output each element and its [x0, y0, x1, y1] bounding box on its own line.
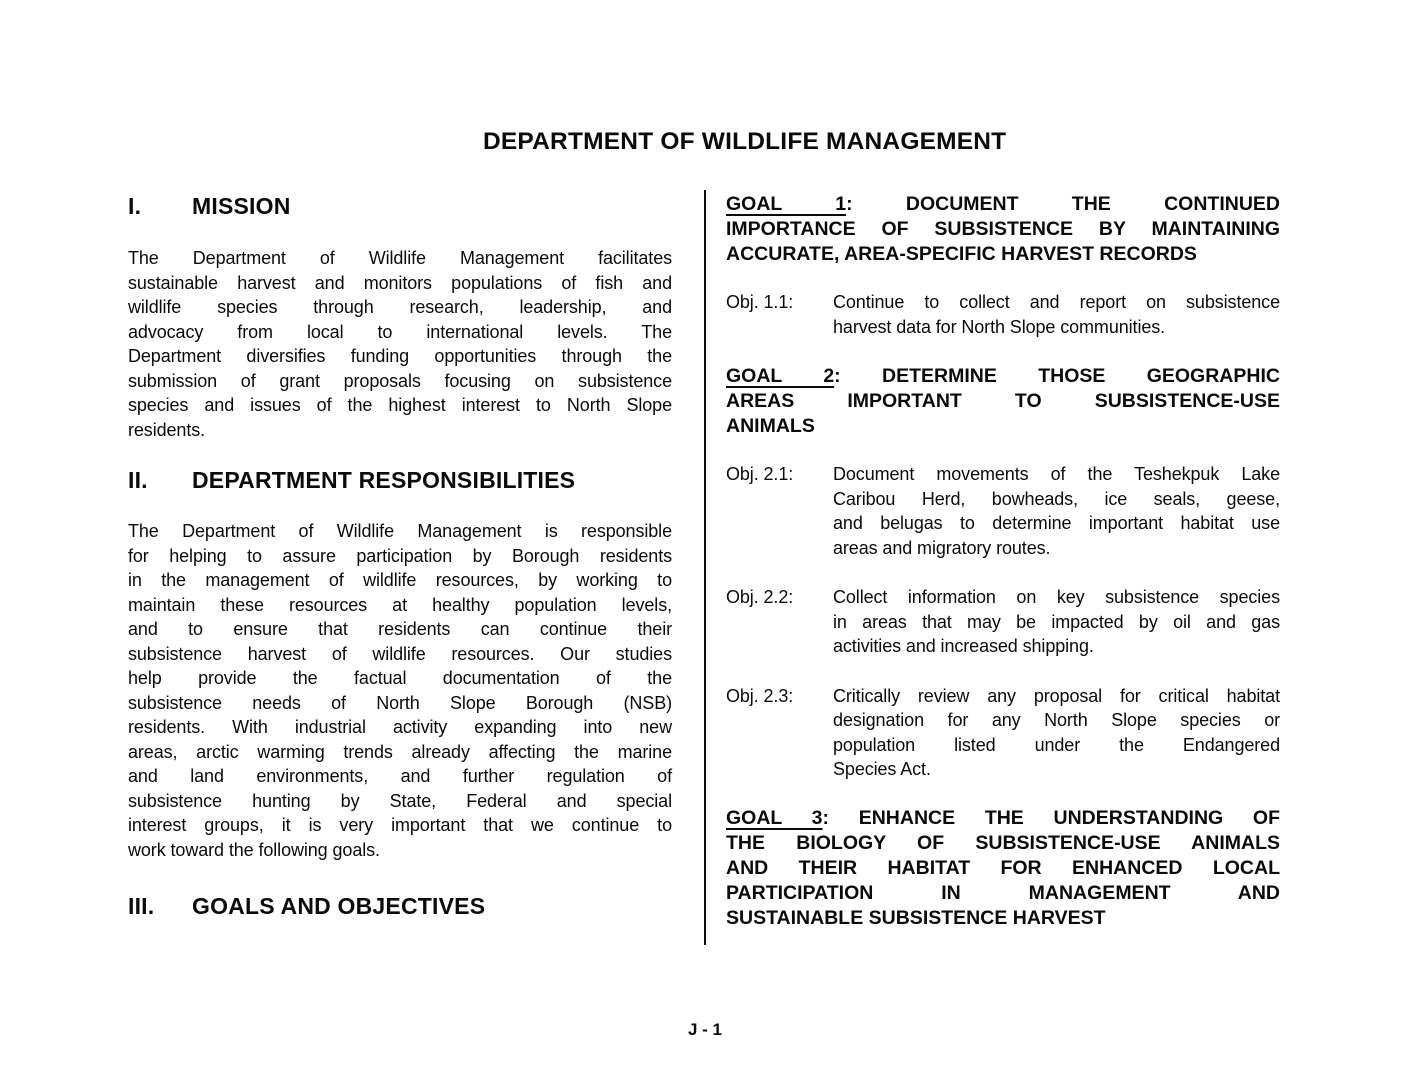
text-line: population listed under the Endangered — [833, 734, 1280, 755]
objective-2-2 — [726, 585, 1280, 659]
text-line: subsistence needs of North Slope Borough (NSB) — [128, 692, 672, 713]
objective-text — [833, 684, 1280, 782]
text-line: and land environments, and further regulation of — [128, 766, 672, 786]
text-line: subsistence harvest of wildlife resources. Our studies — [128, 643, 672, 664]
goal-heading-line: GOAL 1: DOCUMENT THE CONTINUED — [726, 193, 1280, 215]
goal-heading-line: IMPORTANCE OF SUBSISTENCE BY MAINTAINING — [726, 218, 1280, 240]
goal-heading-line: AREAS IMPORTANT TO SUBSISTENCE-USE — [726, 390, 1280, 412]
text-line: species and issues of the highest interest to North Slope — [128, 395, 672, 415]
goal-label: GOAL 3 — [726, 806, 823, 829]
text-line: residents. — [128, 419, 206, 440]
goal-label: GOAL 2 — [726, 365, 835, 387]
text-line: Continue to collect and report on subsistence — [833, 292, 1280, 312]
text-line: residents. With industrial activity expanding into new — [128, 717, 672, 737]
text-line: in areas that may be impacted by oil and gas — [833, 611, 1280, 632]
right-column — [726, 185, 1280, 931]
objective-label: Obj. 1.1: — [726, 292, 794, 312]
goal-1-heading — [726, 192, 1280, 267]
text-line: for helping to assure participation by Borough residents — [128, 545, 672, 566]
text-line: wildlife species through research, leadership, and — [128, 297, 672, 317]
text-line: submission of grant proposals focusing on subsistence — [128, 370, 672, 391]
objective-text — [833, 462, 1280, 560]
text-line: Department diversifies funding opportunities through the — [128, 346, 672, 366]
mission-paragraph — [128, 246, 672, 442]
text-line: and to ensure that residents can continue their — [128, 619, 672, 639]
objective-label: Obj. 2.1: — [726, 464, 794, 484]
text-line: The Department of Wildlife Management is responsible — [128, 521, 672, 541]
goal-label: GOAL 1 — [726, 193, 847, 215]
text-line: activities and increased shipping. — [833, 636, 1094, 656]
section-title: MISSION — [192, 193, 291, 219]
text-line: interest groups, it is very important that we continue to — [128, 815, 672, 835]
section-heading-mission — [128, 193, 672, 219]
text-line: Document movements of the Teshekpuk Lake — [833, 464, 1280, 484]
text-line: sustainable harvest and monitors populations of fish and — [128, 272, 672, 293]
objective-label: Obj. 2.3: — [726, 685, 794, 706]
text-line: maintain these resources at healthy population levels, — [128, 594, 672, 615]
text-line: harvest data for North Slope communities. — [833, 316, 1166, 337]
section-numeral: III. — [128, 893, 155, 919]
text-line: help provide the factual documentation of the — [128, 668, 672, 688]
section-numeral: I. — [128, 193, 142, 219]
objective-label: Obj. 2.2: — [726, 587, 794, 607]
text-line: designation for any North Slope species or — [833, 710, 1280, 730]
page-number: J - 1 — [688, 1020, 723, 1039]
objective-2-3 — [726, 684, 1280, 782]
goal-heading-line: THE BIOLOGY OF SUBSISTENCE-USE ANIMALS — [726, 831, 1280, 854]
section-heading-responsibilities — [128, 467, 672, 493]
objective-text — [833, 585, 1280, 659]
goal-heading-line: GOAL 3: ENHANCE THE UNDERSTANDING OF — [726, 806, 1280, 829]
goal-heading-line: ACCURATE, AREA-SPECIFIC HARVEST RECORDS — [726, 243, 1197, 265]
goal-heading-line: ANIMALS — [726, 415, 815, 437]
text-line: work toward the following goals. — [128, 839, 380, 860]
goal-heading-line: AND THEIR HABITAT FOR ENHANCED LOCAL — [726, 856, 1280, 879]
section-title: GOALS AND OBJECTIVES — [192, 893, 486, 919]
text-line: subsistence hunting by State, Federal and special — [128, 790, 672, 811]
text-line: Critically review any proposal for critical habitat — [833, 685, 1280, 706]
goal-2-heading — [726, 364, 1280, 439]
objective-1-1 — [726, 290, 1280, 339]
text-line: in the management of wildlife resources, by working to — [128, 570, 672, 590]
section-heading-goals-objectives — [128, 893, 672, 919]
section-title: DEPARTMENT RESPONSIBILITIES — [192, 467, 576, 493]
text-line: Species Act. — [833, 759, 931, 779]
objective-2-1 — [726, 462, 1280, 560]
goal-heading-line: GOAL 2: DETERMINE THOSE GEOGRAPHIC — [726, 365, 1280, 387]
responsibilities-paragraph — [128, 519, 672, 862]
left-column — [128, 185, 672, 919]
text-line: Collect information on key subsistence species — [833, 587, 1280, 607]
text-line: advocacy from local to international levels. The — [128, 321, 672, 342]
text-line: areas and migratory routes. — [833, 537, 1051, 558]
text-line: and belugas to determine important habitat use — [833, 513, 1280, 533]
goal-heading-line: PARTICIPATION IN MANAGEMENT AND — [726, 881, 1280, 904]
text-line: The Department of Wildlife Management facilitates — [128, 248, 672, 268]
column-divider-rule — [704, 190, 706, 945]
goal-heading-line: SUSTAINABLE SUBSISTENCE HARVEST — [726, 906, 1106, 929]
document-title: DEPARTMENT OF WILDLIFE MANAGEMENT — [483, 128, 1007, 155]
text-line: areas, arctic warming trends already affecting the marine — [128, 741, 672, 762]
goal-3-heading — [726, 806, 1280, 931]
objective-text — [833, 290, 1280, 339]
section-numeral: II. — [128, 467, 148, 493]
text-line: Caribou Herd, bowheads, ice seals, geese, — [833, 488, 1280, 509]
